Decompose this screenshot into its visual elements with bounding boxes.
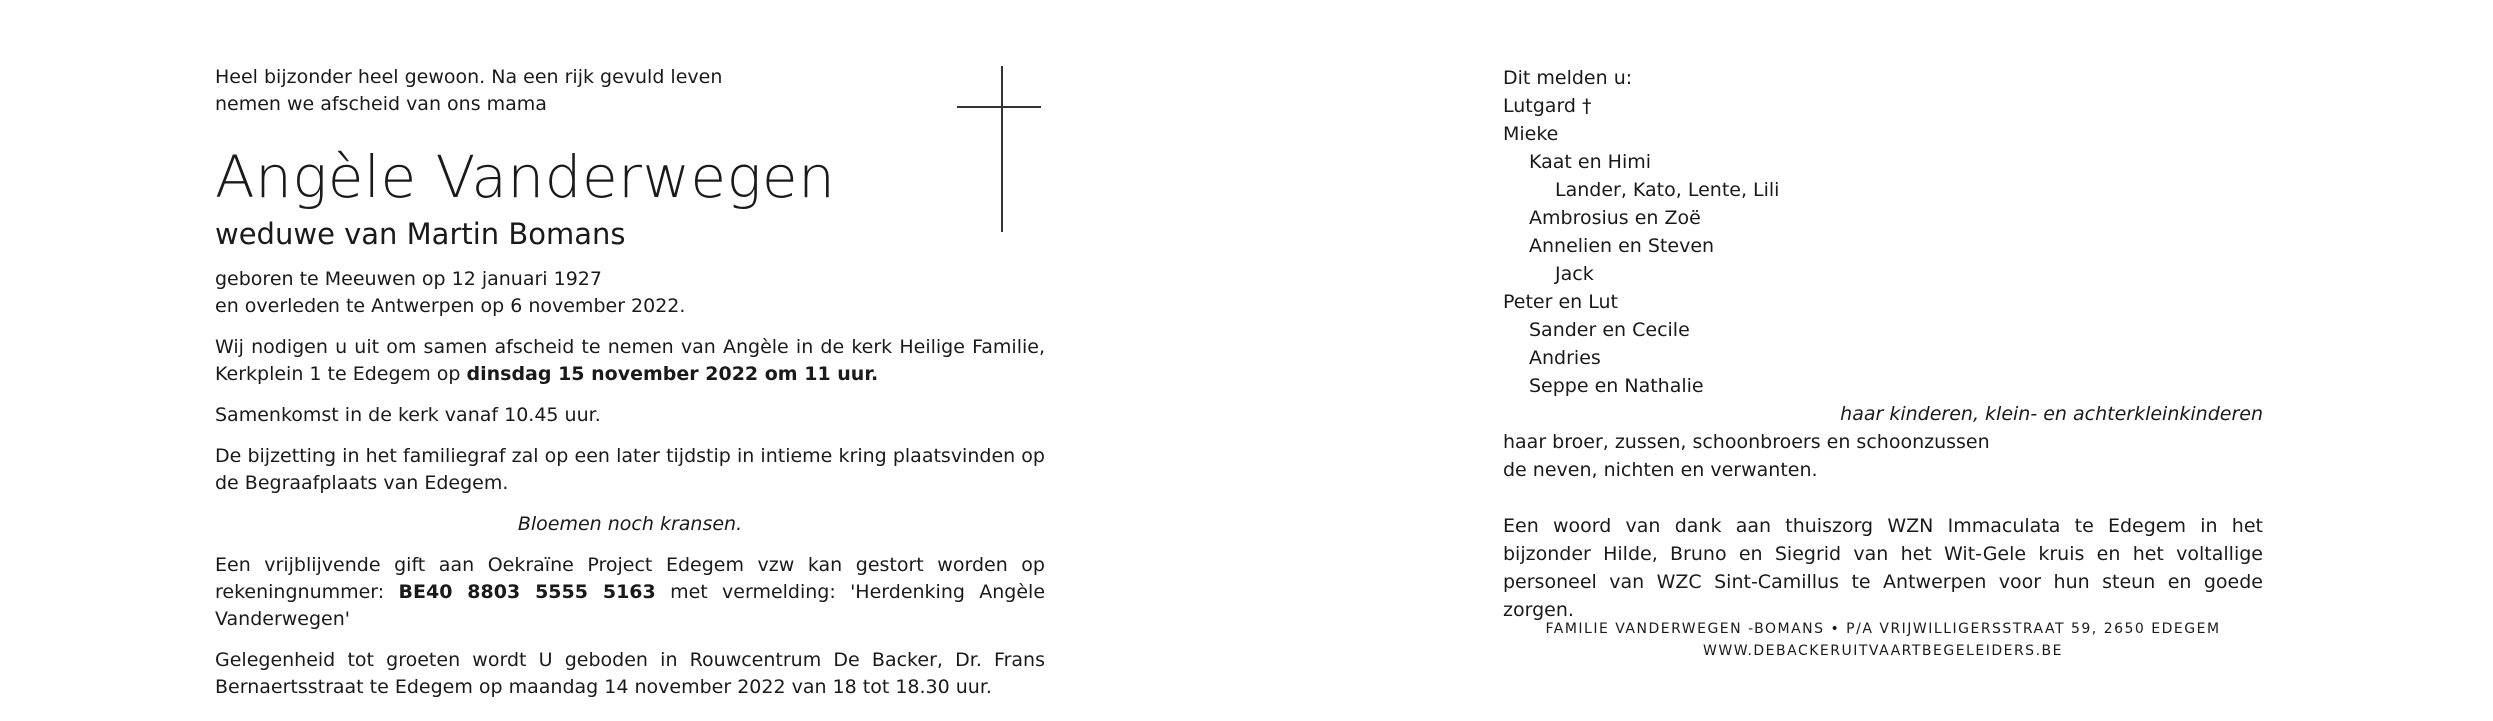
right-panel — [1503, 64, 2263, 624]
cross-icon — [957, 66, 1041, 232]
footer-address — [1503, 618, 2263, 662]
family-member: Seppe en Nathalie — [1529, 375, 1704, 397]
gift-paragraph — [215, 552, 1045, 633]
gift-reference: met vermelding: 'Herdenking Angèle Vanderwegen' — [215, 581, 1046, 630]
footer-family-address: FAMILIE VANDERWEGEN -BOMANS • P/A VRIJWILLIGERSSTRAAT 59, 2650 EDEGEM — [1545, 621, 2221, 637]
gift-text: Een vrijblijvende gift aan Oekraïne Project Edegem vzw kan gestort worden op rekeningnummer: — [215, 554, 1045, 603]
family-list — [1503, 92, 2263, 400]
family-member: Sander en Cecile — [1529, 319, 1690, 341]
family-member: Peter en Lut — [1503, 291, 1618, 313]
family-member: Mieke — [1503, 123, 1559, 145]
relatives-line-2: de neven, nichten en verwanten. — [1503, 459, 1818, 481]
footer-website: WWW.DEBACKERUITVAARTBEGELEIDERS.BE — [1703, 643, 2063, 659]
intro-line-1: Heel bijzonder heel gewoon. Na een rijk gevuld leven — [215, 66, 723, 88]
family-member: Lander, Kato, Lente, Lili — [1555, 179, 1780, 201]
invitation-paragraph — [215, 334, 1045, 388]
family-member: Annelien en Steven — [1529, 235, 1715, 257]
died-line: en overleden te Antwerpen op 6 november 2022. — [215, 295, 686, 317]
announce-line: Dit melden u: — [1503, 67, 1633, 89]
family-member: Ambrosius en Zoë — [1529, 207, 1701, 229]
condolence-paragraph: Gelegenheid tot groeten wordt U geboden in Rouwcentrum De Backer, Dr. Frans Bernaertsstraat te Edegem op maandag 14 november 2022 van 18 tot 18.30 uur. — [215, 649, 1045, 698]
deceased-name: Angèle Vanderwegen — [215, 143, 836, 211]
born-line: geboren te Meeuwen op 12 januari 1927 — [215, 268, 602, 290]
invitation-text: Wij nodigen u uit om samen afscheid te nemen van Angèle in de kerk Heilige Familie, Kerkplein 1 te Edegem op — [215, 336, 1045, 385]
widow-of: weduwe van Martin Bomans — [215, 217, 626, 251]
gathering-time: Samenkomst in de kerk vanaf 10.45 uur. — [215, 404, 601, 426]
family-member: Kaat en Himi — [1529, 151, 1652, 173]
invitation-date: dinsdag 15 november 2022 om 11 uur. — [466, 363, 879, 385]
thanks-paragraph: Een woord van dank aan thuiszorg WZN Immaculata te Edegem in het bijzonder Hilde, Bruno en Siegrid van het Wit-Gele kruis en het voltallige personeel van WZC Sint-Camillus te Antwerpen voor hun steun en goede zorgen. — [1503, 515, 2263, 621]
family-member: Jack — [1555, 263, 1594, 285]
birth-death-dates — [215, 266, 1045, 320]
relatives-line-1: haar broer, zussen, schoonbroers en schoonzussen — [1503, 431, 1990, 453]
family-member: Andries — [1529, 347, 1601, 369]
intro-line-2: nemen we afscheid van ons mama — [215, 93, 547, 115]
intro-text — [215, 64, 1045, 118]
bank-account-number: BE40 8803 5555 5163 — [398, 581, 656, 603]
left-panel — [215, 64, 1045, 701]
burial-paragraph: De bijzetting in het familiegraf zal op een later tijdstip in intieme kring plaatsvinden op de Begraafplaats van Edegem. — [215, 445, 1045, 494]
family-member: Lutgard † — [1503, 95, 1592, 117]
children-signature: haar kinderen, klein- en achterkleinkinderen — [1840, 403, 2263, 425]
flowers-note: Bloemen noch kransen. — [517, 513, 743, 535]
